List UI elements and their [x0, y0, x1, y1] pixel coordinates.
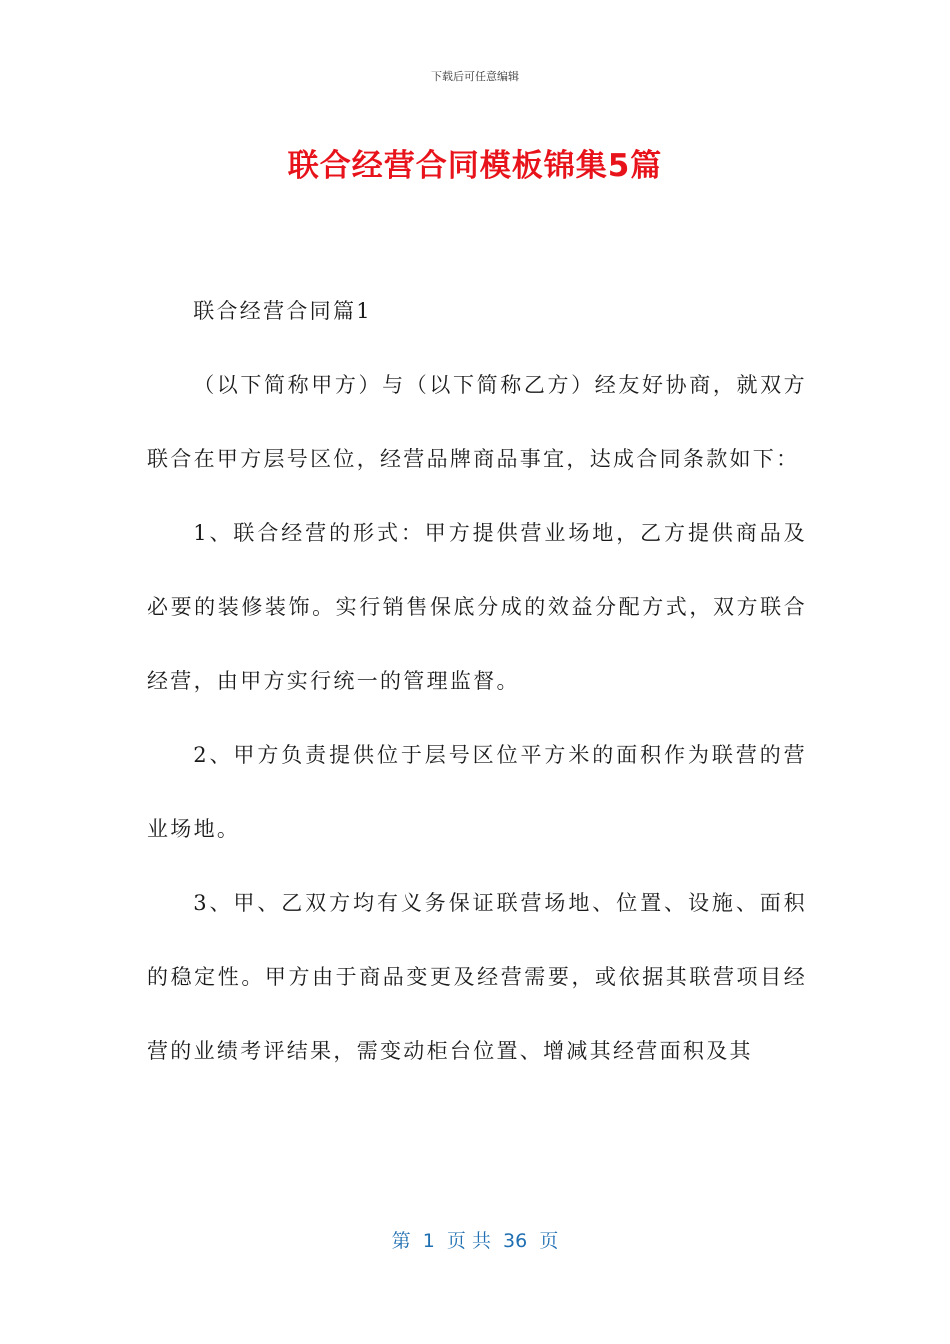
document-body — [147, 274, 807, 1088]
document-title: 联合经营合同模板锦集5篇 — [287, 148, 663, 184]
paragraph: （以下简称甲方）与（以下简称乙方）经友好协商，就双方联合在甲方层号区位，经营品牌商品事宜，达成合同条款如下： — [147, 373, 807, 471]
footer-suffix: 页 — [527, 1230, 559, 1252]
paragraph: 3、甲、乙双方均有义务保证联营场地、位置、设施、面积的稳定性。甲方由于商品变更及经营需要，或依据其联营项目经营的业绩考评结果，需变动柜台位置、增减其经营面积及其 — [147, 891, 807, 1063]
section-heading: 联合经营合同篇1 — [193, 299, 372, 323]
total-page-count: 36 — [503, 1230, 528, 1252]
footer-middle: 页 共 — [434, 1230, 504, 1252]
current-page-number: 1 — [422, 1230, 435, 1252]
header-note: 下载后可任意编辑 — [431, 70, 519, 83]
page-footer — [0, 1226, 950, 1253]
footer-prefix: 第 — [391, 1230, 423, 1252]
paragraph: 2、甲方负责提供位于层号区位平方米的面积作为联营的营业场地。 — [147, 743, 807, 841]
paragraph: 1、联合经营的形式：甲方提供营业场地，乙方提供商品及必要的装修装饰。实行销售保底分成的效益分配方式，双方联合经营，由甲方实行统一的管理监督。 — [147, 521, 807, 693]
